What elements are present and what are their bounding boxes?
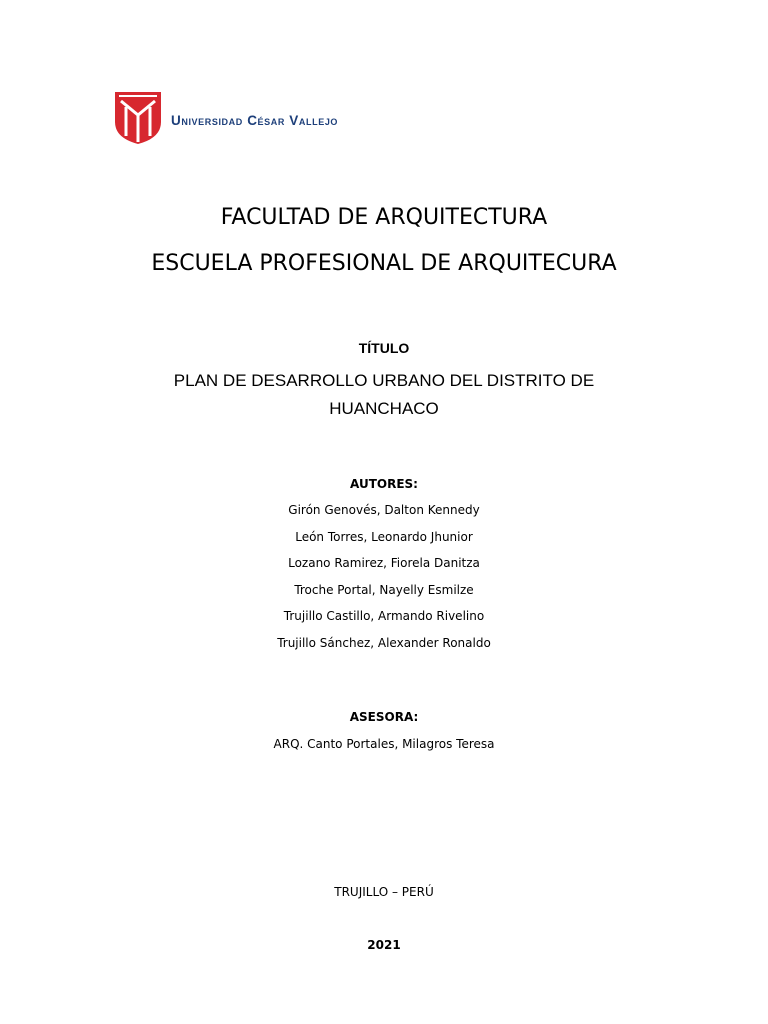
advisor-name: ARQ. Canto Portales, Milagros Teresa [273,737,495,751]
author-name: Trujillo Castillo, Armando Rivelino [283,609,485,623]
author-name: Trujillo Sánchez, Alexander Ronaldo [277,636,491,650]
university-shield-icon [115,92,161,144]
faculty-heading: FACULTAD DE ARQUITECTURA [220,205,548,230]
university-logo [115,92,338,144]
authors-label: AUTORES: [350,477,418,491]
advisor-label: ASESORA: [349,710,419,724]
year: 2021 [367,938,401,952]
title-line-2: HUANCHACO [329,399,439,418]
school-heading: ESCUELA PROFESIONAL DE ARQUITECURA [151,251,617,276]
author-name: Troche Portal, Nayelly Esmilze [294,583,474,597]
author-name: Lozano Ramirez, Fiorela Danitza [288,556,480,570]
author-name: Girón Genovés, Dalton Kennedy [288,503,480,517]
place: TRUJILLO – PERÚ [334,885,434,899]
university-name: Universidad César Vallejo [171,112,339,128]
title-line-1: PLAN DE DESARROLLO URBANO DEL DISTRITO DE [173,371,595,390]
author-name: León Torres, Leonardo Jhunior [295,530,473,544]
title-label: TÍTULO [358,340,410,356]
